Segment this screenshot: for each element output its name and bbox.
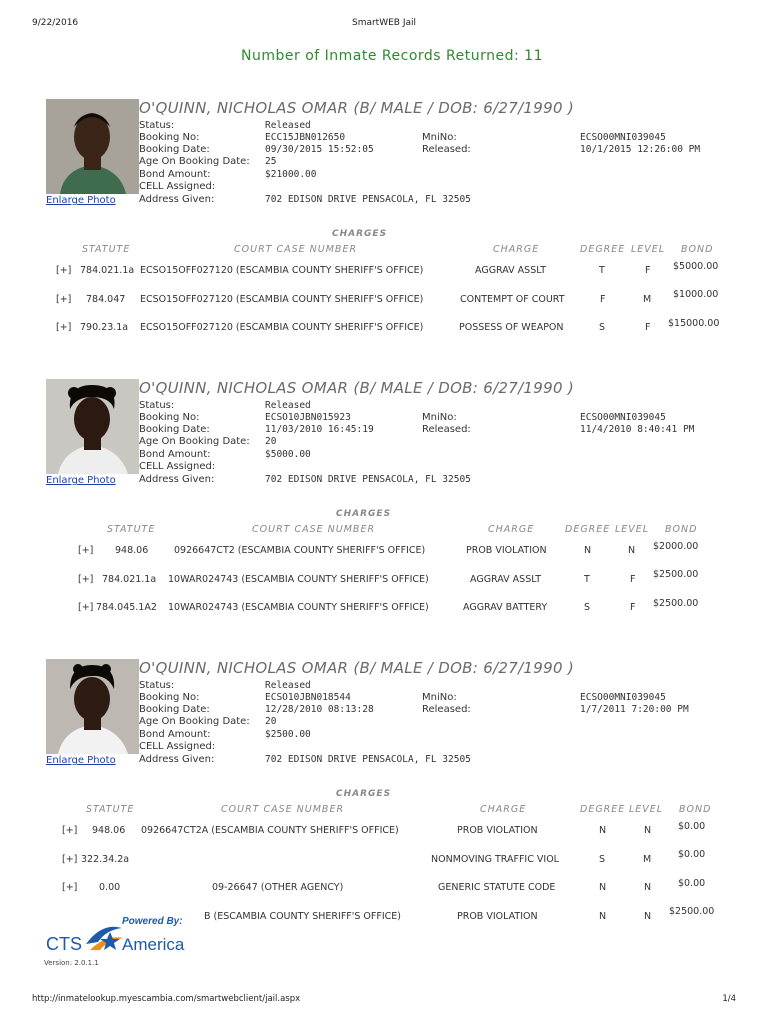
charge-bond: $2500.00 <box>653 598 699 609</box>
charge-level: F <box>630 602 636 613</box>
charge-description: PROB VIOLATION <box>457 825 538 836</box>
charge-bond: $0.00 <box>678 849 706 860</box>
version-text: Version: 2.0.1.1 <box>44 959 99 967</box>
expand-charge-button[interactable]: [+] <box>78 574 94 585</box>
charge-court-case: ECSO15OFF027120 (ESCAMBIA COUNTY SHERIFF'S OFFICE) <box>140 294 424 305</box>
booking-date-value: 11/03/2010 16:45:19 <box>265 424 374 435</box>
powered-by-text: Powered By: <box>122 916 183 927</box>
age-label: Age On Booking Date: <box>139 156 250 167</box>
print-date: 9/22/2016 <box>32 18 79 28</box>
america-text: America <box>122 935 185 954</box>
charge-degree: N <box>599 882 607 893</box>
age-label: Age On Booking Date: <box>139 716 250 727</box>
charge-court-case: ECSO15OFF027120 (ESCAMBIA COUNTY SHERIFF'S OFFICE) <box>140 322 424 333</box>
enlarge-photo-link[interactable]: Enlarge Photo <box>46 755 116 766</box>
charge-level: N <box>644 911 652 922</box>
charge-degree: T <box>584 574 590 585</box>
charge-statute: 948.06 <box>92 825 126 836</box>
col-court-case: COURT CASE NUMBER <box>252 524 376 535</box>
col-degree: DEGREE <box>580 244 626 255</box>
booking-date-label: Booking Date: <box>139 704 210 715</box>
cell-assigned-label: CELL Assigned: <box>139 181 216 192</box>
booking-date-label: Booking Date: <box>139 424 210 435</box>
inmate-name: O'QUINN, NICHOLAS OMAR (B/ MALE / DOB: 6/27/1990 ) <box>139 379 575 397</box>
charge-court-case: B (ESCAMBIA COUNTY SHERIFF'S OFFICE) <box>204 911 401 922</box>
expand-charge-button[interactable]: [+] <box>78 545 94 556</box>
col-court-case: COURT CASE NUMBER <box>221 804 345 815</box>
col-level: LEVEL <box>629 804 664 815</box>
charge-court-case: 09-26647 (OTHER AGENCY) <box>212 882 344 893</box>
charge-description: GENERIC STATUTE CODE <box>438 882 556 893</box>
released-label: Released: <box>422 144 471 155</box>
charge-level: N <box>628 545 636 556</box>
col-statute: STATUTE <box>82 244 131 255</box>
cts-text: CTS <box>46 934 82 954</box>
charge-statute: 948.06 <box>115 545 149 556</box>
charge-degree: N <box>599 911 607 922</box>
expand-charge-button[interactable]: [+] <box>62 882 78 893</box>
bond-amount-value: $21000.00 <box>265 169 317 180</box>
col-statute: STATUTE <box>107 524 156 535</box>
charge-bond: $15000.00 <box>668 318 720 329</box>
charge-statute: 0.00 <box>99 882 121 893</box>
released-value: 11/4/2010 8:40:41 PM <box>580 424 695 435</box>
charge-degree: N <box>584 545 592 556</box>
mugshot-photo[interactable] <box>46 379 139 474</box>
cell-assigned-label: CELL Assigned: <box>139 741 216 752</box>
charge-statute: 784.021.1a <box>102 574 157 585</box>
charges-heading: CHARGES <box>336 509 392 519</box>
charge-level: N <box>644 825 652 836</box>
col-charge: CHARGE <box>493 244 540 255</box>
booking-no-value: ECC15JBN012650 <box>265 132 346 143</box>
mnino-value: ECSO00MNI039045 <box>580 412 666 423</box>
bond-amount-value: $2500.00 <box>265 729 311 740</box>
col-charge: CHARGE <box>480 804 527 815</box>
col-level: LEVEL <box>615 524 650 535</box>
page-url: http://inmatelookup.myescambia.com/smartwebclient/jail.aspx <box>32 994 301 1004</box>
address-label: Address Given: <box>139 754 215 765</box>
charge-description: AGGRAV ASSLT <box>475 265 547 276</box>
charge-degree: T <box>599 265 605 276</box>
released-value: 10/1/2015 12:26:00 PM <box>580 144 701 155</box>
booking-date-label: Booking Date: <box>139 144 210 155</box>
expand-charge-button[interactable]: [+] <box>56 265 72 276</box>
address-value: 702 EDISON DRIVE PENSACOLA, FL 32505 <box>265 754 471 765</box>
booking-no-label: Booking No: <box>139 132 200 143</box>
charge-level: F <box>630 574 636 585</box>
enlarge-photo-link[interactable]: Enlarge Photo <box>46 475 116 486</box>
charge-description: POSSESS OF WEAPON <box>459 322 564 333</box>
expand-charge-button[interactable]: [+] <box>62 854 78 865</box>
age-label: Age On Booking Date: <box>139 436 250 447</box>
mugshot-photo[interactable] <box>46 659 139 754</box>
status-value: Released <box>265 400 311 411</box>
mnino-label: MniNo: <box>422 692 457 703</box>
booking-no-value: ECSO10JBN018544 <box>265 692 351 703</box>
expand-charge-button[interactable]: [+] <box>62 825 78 836</box>
released-label: Released: <box>422 424 471 435</box>
mugshot-photo[interactable] <box>46 99 139 194</box>
expand-charge-button[interactable]: [+] <box>78 602 94 613</box>
booking-no-label: Booking No: <box>139 692 200 703</box>
records-count: Number of Inmate Records Returned: 11 <box>241 48 543 64</box>
cell-assigned-label: CELL Assigned: <box>139 461 216 472</box>
charge-degree: S <box>599 854 606 865</box>
expand-charge-button[interactable]: [+] <box>56 294 72 305</box>
charge-level: M <box>643 854 652 865</box>
charge-court-case: 0926647CT2A (ESCAMBIA COUNTY SHERIFF'S OFFICE) <box>141 825 399 836</box>
mnino-value: ECSO00MNI039045 <box>580 692 666 703</box>
charge-bond: $5000.00 <box>673 261 719 272</box>
charge-level: N <box>644 882 652 893</box>
col-degree: DEGREE <box>565 524 611 535</box>
charge-description: PROB VIOLATION <box>457 911 538 922</box>
col-bond: BOND <box>665 524 698 535</box>
inmate-name: O'QUINN, NICHOLAS OMAR (B/ MALE / DOB: 6/27/1990 ) <box>139 99 575 117</box>
booking-date-value: 09/30/2015 15:52:05 <box>265 144 374 155</box>
charge-bond: $0.00 <box>678 821 706 832</box>
charge-degree: N <box>599 825 607 836</box>
charge-degree: F <box>600 294 606 305</box>
address-label: Address Given: <box>139 474 215 485</box>
charge-statute: 790.23.1a <box>80 322 129 333</box>
charge-degree: S <box>584 602 591 613</box>
released-value: 1/7/2011 7:20:00 PM <box>580 704 689 715</box>
col-degree: DEGREE <box>580 804 626 815</box>
age-value: 20 <box>265 716 277 727</box>
charge-bond: $2000.00 <box>653 541 699 552</box>
col-level: LEVEL <box>631 244 666 255</box>
charges-heading: CHARGES <box>332 229 388 239</box>
col-charge: CHARGE <box>488 524 535 535</box>
page-title: SmartWEB Jail <box>351 18 416 28</box>
charge-description: NONMOVING TRAFFIC VIOL <box>431 854 559 865</box>
mnino-label: MniNo: <box>422 132 457 143</box>
status-label: Status: <box>139 120 175 131</box>
booking-no-value: ECSO10JBN015923 <box>265 412 351 423</box>
address-label: Address Given: <box>139 194 215 205</box>
address-value: 702 EDISON DRIVE PENSACOLA, FL 32505 <box>265 194 471 205</box>
enlarge-photo-link[interactable]: Enlarge Photo <box>46 195 116 206</box>
booking-no-label: Booking No: <box>139 412 200 423</box>
bond-amount-label: Bond Amount: <box>139 729 211 740</box>
charge-bond: $2500.00 <box>669 906 715 917</box>
charge-court-case: 10WAR024743 (ESCAMBIA COUNTY SHERIFF'S OFFICE) <box>168 602 429 613</box>
charge-description: CONTEMPT OF COURT <box>460 294 565 305</box>
bond-amount-label: Bond Amount: <box>139 449 211 460</box>
charge-statute: 784.045.1A2 <box>96 602 157 613</box>
status-label: Status: <box>139 680 175 691</box>
expand-charge-button[interactable]: [+] <box>56 322 72 333</box>
age-value: 20 <box>265 436 277 447</box>
address-value: 702 EDISON DRIVE PENSACOLA, FL 32505 <box>265 474 471 485</box>
status-value: Released <box>265 120 311 131</box>
charge-court-case: 0926647CT2 (ESCAMBIA COUNTY SHERIFF'S OFFICE) <box>174 545 426 556</box>
inmate-record <box>0 99 768 359</box>
status-label: Status: <box>139 400 175 411</box>
charge-level: F <box>645 322 651 333</box>
booking-date-value: 12/28/2010 08:13:28 <box>265 704 374 715</box>
inmate-name: O'QUINN, NICHOLAS OMAR (B/ MALE / DOB: 6/27/1990 ) <box>139 659 575 677</box>
charge-court-case: ECSO15OFF027120 (ESCAMBIA COUNTY SHERIFF'S OFFICE) <box>140 265 424 276</box>
bond-amount-label: Bond Amount: <box>139 169 211 180</box>
col-bond: BOND <box>681 244 714 255</box>
charge-bond: $2500.00 <box>653 569 699 580</box>
inmate-record <box>0 379 768 639</box>
col-statute: STATUTE <box>86 804 135 815</box>
charge-description: AGGRAV ASSLT <box>470 574 542 585</box>
status-value: Released <box>265 680 311 691</box>
charge-bond: $1000.00 <box>673 289 719 300</box>
col-court-case: COURT CASE NUMBER <box>234 244 358 255</box>
charge-statute: 322.34.2a <box>81 854 130 865</box>
page-number: 1/4 <box>722 994 736 1004</box>
charge-description: PROB VIOLATION <box>466 545 547 556</box>
charges-heading: CHARGES <box>336 789 392 799</box>
bond-amount-value: $5000.00 <box>265 449 311 460</box>
mnino-label: MniNo: <box>422 412 457 423</box>
mnino-value: ECSO00MNI039045 <box>580 132 666 143</box>
charge-description: AGGRAV BATTERY <box>463 602 548 613</box>
charge-level: F <box>645 265 651 276</box>
charge-level: M <box>643 294 652 305</box>
charge-statute: 784.021.1a <box>80 265 135 276</box>
charge-bond: $0.00 <box>678 878 706 889</box>
charge-statute: 784.047 <box>86 294 126 305</box>
released-label: Released: <box>422 704 471 715</box>
col-bond: BOND <box>679 804 712 815</box>
age-value: 25 <box>265 156 277 167</box>
charge-court-case: 10WAR024743 (ESCAMBIA COUNTY SHERIFF'S OFFICE) <box>168 574 429 585</box>
charge-degree: S <box>599 322 606 333</box>
